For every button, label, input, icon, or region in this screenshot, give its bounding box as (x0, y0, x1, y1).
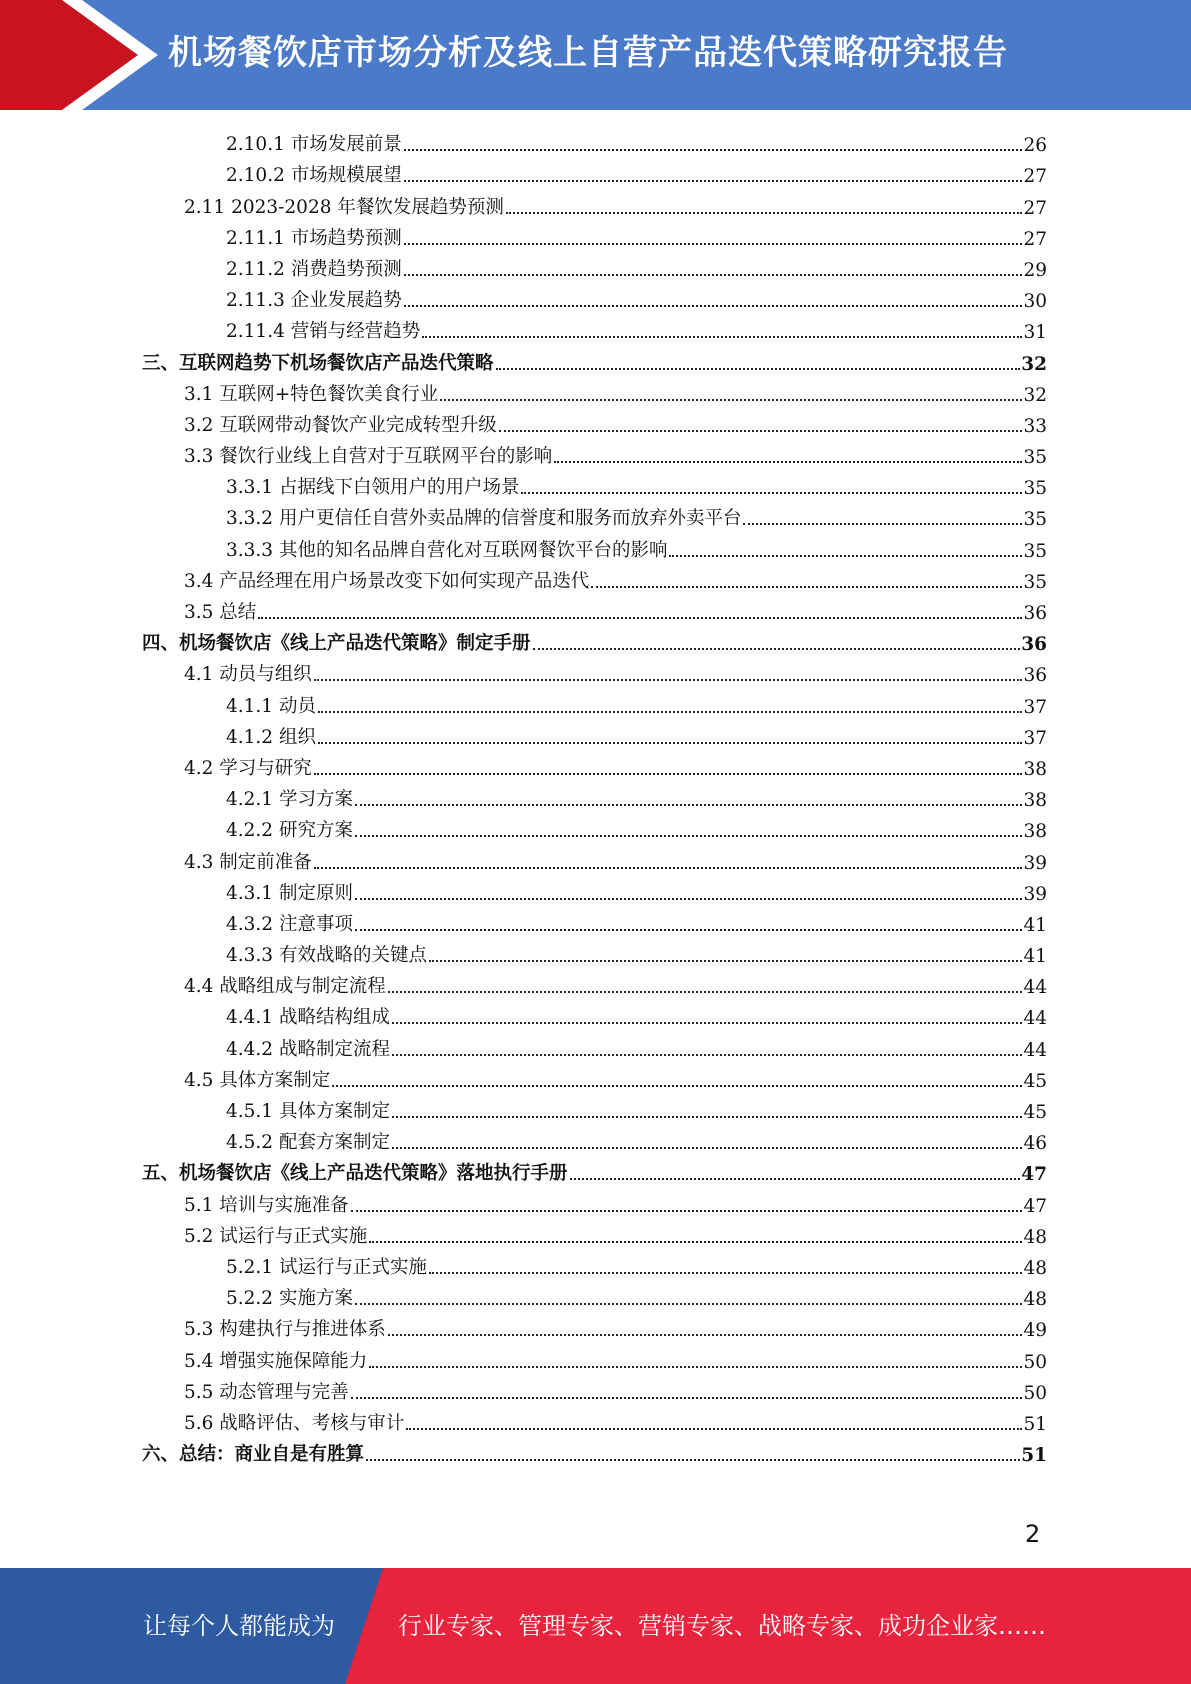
toc-dot-leader (533, 647, 1021, 650)
toc-dot-leader (404, 148, 1023, 151)
toc-entry[interactable] (142, 1000, 1047, 1031)
page-number: 2 (1025, 1520, 1041, 1548)
toc-entry-title: 4.2 学习与研究 (184, 757, 312, 779)
toc-dot-leader (506, 211, 1023, 214)
toc-dot-leader (404, 242, 1023, 245)
toc-dot-leader (369, 1240, 1022, 1243)
toc-entry-page: 51 (1023, 1413, 1047, 1435)
toc-dot-leader (404, 273, 1023, 276)
toc-entry[interactable] (142, 1125, 1047, 1156)
toc-entry[interactable] (142, 938, 1047, 969)
toc-entry-title: 4.3.2 注意事项 (226, 913, 353, 935)
toc-entry-page: 32 (1021, 353, 1047, 375)
toc-entry-title: 4.4.2 战略制定流程 (226, 1038, 390, 1060)
toc-dot-leader (369, 1365, 1022, 1368)
toc-entry[interactable] (142, 782, 1047, 813)
toc-dot-leader (404, 179, 1023, 182)
toc-entry-title: 3.3.2 用户更信任自营外卖品牌的信誉度和服务而放弃外卖平台 (226, 508, 742, 530)
toc-entry[interactable] (142, 626, 1047, 657)
toc-entry-page: 36 (1023, 603, 1047, 624)
toc-entry-page: 46 (1023, 1133, 1047, 1155)
toc-entry-title: 4.4 战略组成与制定流程 (184, 976, 386, 998)
toc-dot-leader (404, 304, 1023, 307)
toc-entry-title: 5.2 试运行与正式实施 (184, 1225, 368, 1247)
toc-entry[interactable] (142, 1219, 1047, 1250)
toc-dot-leader (392, 1053, 1022, 1056)
toc-entry-title: 3.4 产品经理在用户场景改变下如何实现产品迭代 (184, 570, 590, 592)
toc-entry-page: 27 (1023, 197, 1047, 219)
toc-entry[interactable] (142, 127, 1047, 158)
toc-entry-page: 39 (1023, 852, 1047, 874)
header-red-arrow (0, 0, 138, 110)
toc-dot-leader (355, 834, 1023, 837)
toc-entry-page: 44 (1023, 1008, 1047, 1030)
toc-dot-leader (351, 1209, 1023, 1212)
toc-entry-title: 4.4.1 战略结构组成 (226, 1007, 390, 1029)
toc-entry[interactable] (142, 564, 1047, 595)
toc-entry[interactable] (142, 345, 1047, 376)
toc-dot-leader (570, 1177, 1021, 1180)
toc-entry-title: 5.1 培训与实施准备 (184, 1194, 349, 1216)
toc-dot-leader (355, 1302, 1023, 1305)
toc-entry-page: 49 (1023, 1320, 1047, 1342)
toc-entry[interactable] (142, 439, 1047, 470)
toc-entry-page: 27 (1023, 166, 1047, 188)
toc-entry-page: 44 (1023, 1039, 1047, 1061)
toc-entry[interactable] (142, 844, 1047, 875)
toc-entry[interactable] (142, 1094, 1047, 1125)
toc-entry[interactable] (142, 876, 1047, 907)
toc-entry-page: 27 (1023, 228, 1047, 250)
toc-entry-title: 4.5.2 配套方案制定 (226, 1132, 390, 1154)
toc-entry-title: 2.11 2023-2028 年餐饮发展趋势预测 (184, 196, 504, 218)
table-of-contents (142, 127, 1047, 1468)
toc-dot-leader (521, 491, 1022, 494)
toc-entry[interactable] (142, 969, 1047, 1000)
toc-dot-leader (554, 460, 1022, 463)
toc-entry-page: 36 (1021, 634, 1047, 656)
toc-entry[interactable] (142, 189, 1047, 220)
toc-entry-page: 45 (1023, 1070, 1047, 1092)
toc-entry[interactable] (142, 408, 1047, 439)
toc-entry-page: 48 (1023, 1226, 1047, 1248)
toc-entry-page: 37 (1023, 727, 1047, 749)
toc-entry-page: 48 (1023, 1289, 1047, 1311)
toc-entry[interactable] (142, 1187, 1047, 1218)
toc-entry-title: 2.10.1 市场发展前景 (226, 134, 402, 156)
toc-entry-page: 36 (1023, 665, 1047, 687)
toc-entry[interactable] (142, 1375, 1047, 1406)
toc-entry-page: 30 (1023, 291, 1047, 313)
toc-entry[interactable] (142, 221, 1047, 252)
toc-entry-page: 38 (1023, 821, 1047, 843)
toc-entry-title: 4.3.3 有效战略的关键点 (226, 945, 427, 967)
toc-dot-leader (355, 897, 1023, 900)
footer-slogan-left: 让每个人都能成为 (143, 1612, 335, 1640)
toc-dot-leader (388, 990, 1023, 993)
footer-slogan-right: 行业专家、管理专家、营销专家、战略专家、成功企业家…… (398, 1612, 1046, 1640)
toc-dot-leader (355, 928, 1023, 931)
toc-dot-leader (318, 741, 1023, 744)
toc-entry-page: 47 (1021, 1164, 1047, 1186)
toc-entry-title: 2.11.1 市场趋势预测 (226, 227, 402, 249)
toc-entry[interactable] (142, 907, 1047, 938)
toc-entry-page: 35 (1023, 540, 1047, 562)
toc-entry-page: 50 (1023, 1382, 1047, 1404)
toc-entry-page: 39 (1023, 883, 1047, 905)
toc-entry-title: 5.2.1 试运行与正式实施 (226, 1256, 427, 1278)
toc-entry-title: 4.2.1 学习方案 (226, 789, 353, 811)
toc-entry-page: 41 (1023, 914, 1047, 936)
toc-entry[interactable] (142, 1156, 1047, 1187)
toc-entry-page: 50 (1023, 1351, 1047, 1373)
toc-entry-page: 45 (1023, 1102, 1047, 1123)
toc-entry[interactable] (142, 1437, 1047, 1468)
toc-entry-title: 4.3 制定前准备 (184, 851, 312, 873)
toc-entry[interactable] (142, 1312, 1047, 1343)
toc-dot-leader (388, 1333, 1023, 1336)
toc-dot-leader (314, 866, 1023, 869)
toc-entry-page: 47 (1023, 1195, 1047, 1217)
page-footer (0, 1568, 1191, 1684)
toc-entry-title: 5.6 战略评估、考核与审计 (184, 1412, 405, 1434)
toc-entry-title: 五、机场餐饮店《线上产品迭代策略》落地执行手册 (142, 1163, 568, 1185)
toc-entry-title: 5.4 增强实施保障能力 (184, 1350, 368, 1372)
toc-entry-title: 2.11.2 消费趋势预测 (226, 258, 402, 280)
toc-dot-leader (366, 1458, 1020, 1461)
toc-entry-title: 4.5.1 具体方案制定 (226, 1101, 390, 1122)
toc-entry-page: 37 (1023, 696, 1047, 718)
toc-entry-page: 38 (1023, 790, 1047, 812)
toc-entry[interactable] (142, 501, 1047, 532)
toc-dot-leader (258, 616, 1022, 619)
toc-entry[interactable] (142, 1063, 1047, 1094)
toc-dot-leader (429, 959, 1022, 962)
toc-entry-title: 4.1.1 动员 (226, 695, 316, 717)
toc-entry-page: 29 (1023, 259, 1047, 281)
toc-dot-leader (392, 1146, 1022, 1149)
toc-entry-title: 六、总结：商业自是有胜算 (142, 1444, 365, 1466)
toc-entry[interactable] (142, 657, 1047, 688)
toc-entry-title: 5.5 动态管理与完善 (184, 1381, 349, 1403)
toc-entry[interactable] (142, 532, 1047, 563)
toc-entry-title: 5.3 构建执行与推进体系 (184, 1319, 386, 1341)
toc-dot-leader (314, 772, 1023, 775)
toc-entry[interactable] (142, 1281, 1047, 1312)
toc-entry-title: 3.5 总结 (184, 602, 257, 623)
toc-entry-title: 四、机场餐饮店《线上产品迭代策略》制定手册 (142, 633, 531, 655)
toc-dot-leader (392, 1021, 1022, 1024)
toc-entry-title: 3.3.3 其他的知名品牌自营化对互联网餐饮平台的影响 (226, 539, 668, 561)
toc-entry-title: 4.1.2 组织 (226, 726, 316, 748)
toc-entry[interactable] (142, 688, 1047, 719)
toc-entry[interactable] (142, 720, 1047, 751)
toc-entry-title: 5.2.2 实施方案 (226, 1288, 353, 1310)
toc-dot-leader (314, 678, 1023, 681)
toc-dot-leader (496, 367, 1021, 370)
toc-entry[interactable] (142, 252, 1047, 283)
toc-dot-leader (406, 1427, 1022, 1430)
toc-entry-title: 三、互联网趋势下机场餐饮店产品迭代策略 (142, 352, 494, 374)
toc-entry-title: 2.11.3 企业发展趋势 (226, 290, 402, 312)
toc-entry-page: 32 (1023, 384, 1047, 406)
toc-entry-page: 35 (1023, 478, 1047, 500)
toc-entry-title: 4.3.1 制定原则 (226, 882, 353, 904)
toc-dot-leader (392, 1115, 1022, 1118)
toc-dot-leader (318, 710, 1023, 713)
document-title: 机场餐饮店市场分析及线上自营产品迭代策略研究报告 (168, 33, 1008, 73)
toc-entry-title: 4.2.2 研究方案 (226, 820, 353, 842)
toc-dot-leader (422, 335, 1022, 338)
toc-entry-page: 35 (1023, 509, 1047, 531)
toc-entry[interactable] (142, 1343, 1047, 1374)
toc-entry-title: 2.11.4 营销与经营趋势 (226, 321, 421, 343)
toc-dot-leader (429, 1271, 1022, 1274)
toc-entry-title: 4.5 具体方案制定 (184, 1069, 331, 1091)
toc-dot-leader (499, 429, 1023, 432)
toc-entry-title: 3.3.1 占据线下白领用户的用户场景 (226, 477, 520, 499)
toc-dot-leader (355, 803, 1023, 806)
toc-entry[interactable] (142, 1406, 1047, 1437)
toc-entry[interactable] (142, 377, 1047, 408)
toc-entry[interactable] (142, 751, 1047, 782)
toc-dot-leader (440, 398, 1022, 401)
toc-entry-page: 44 (1023, 977, 1047, 999)
page-header (0, 0, 1191, 110)
toc-entry-title: 3.2 互联网带动餐饮产业完成转型升级 (184, 414, 497, 436)
toc-entry-title: 3.3 餐饮行业线上自营对于互联网平台的影响 (184, 446, 553, 468)
toc-entry[interactable] (142, 595, 1047, 626)
toc-entry[interactable] (142, 1250, 1047, 1281)
toc-entry[interactable] (142, 283, 1047, 314)
toc-dot-leader (591, 585, 1022, 588)
toc-entry-page: 38 (1023, 758, 1047, 780)
toc-entry-page: 26 (1023, 135, 1047, 157)
toc-dot-leader (351, 1396, 1023, 1399)
toc-entry-title: 3.1 互联网+特色餐饮美食行业 (184, 383, 439, 405)
toc-dot-leader (743, 522, 1022, 525)
toc-entry-page: 35 (1023, 571, 1047, 593)
toc-entry-title: 4.1 动员与组织 (184, 664, 312, 686)
toc-entry-page: 41 (1023, 946, 1047, 968)
toc-entry[interactable] (142, 470, 1047, 501)
toc-entry-page: 48 (1023, 1257, 1047, 1279)
toc-entry-page: 31 (1023, 322, 1047, 344)
toc-entry[interactable] (142, 314, 1047, 345)
toc-entry[interactable] (142, 813, 1047, 844)
toc-entry-page: 35 (1023, 447, 1047, 469)
toc-entry-page: 51 (1021, 1445, 1047, 1467)
toc-entry[interactable] (142, 158, 1047, 189)
toc-dot-leader (332, 1084, 1022, 1087)
toc-dot-leader (669, 554, 1022, 557)
toc-entry[interactable] (142, 1031, 1047, 1062)
toc-entry-title: 2.10.2 市场规模展望 (226, 165, 402, 187)
toc-entry-page: 33 (1023, 415, 1047, 437)
